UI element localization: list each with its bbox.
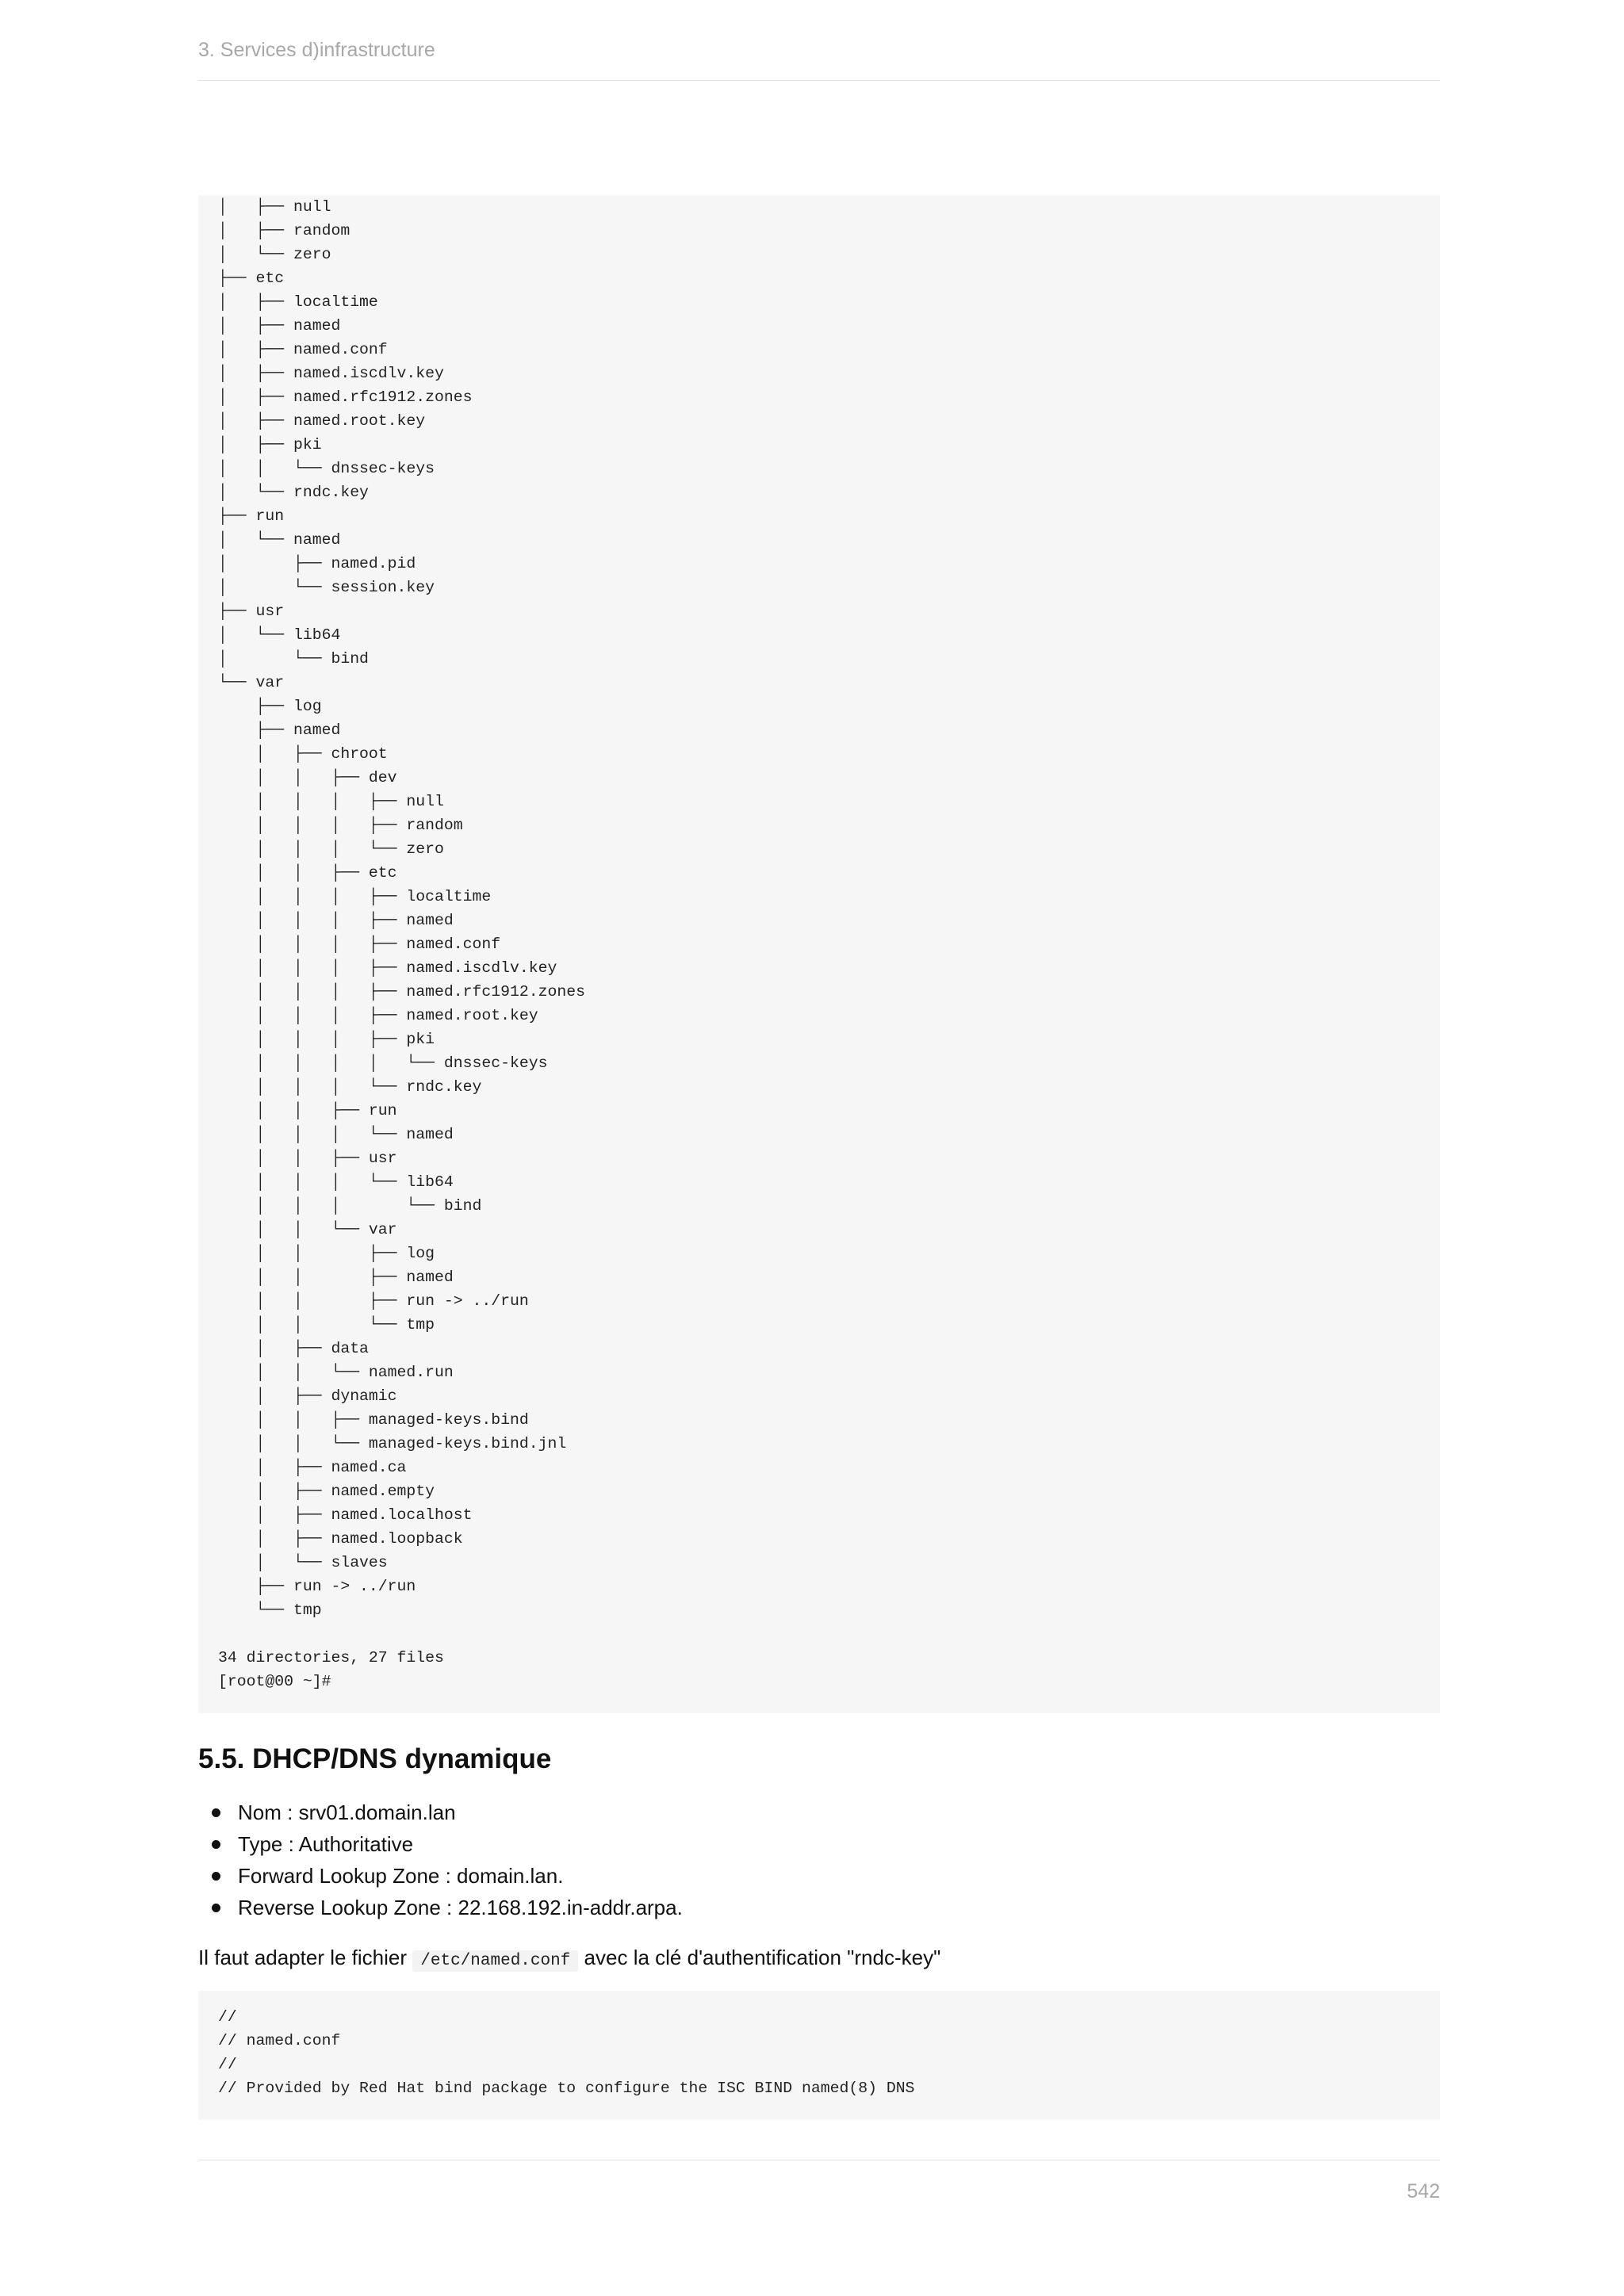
code-line: │ ├── named.loopback: [218, 1530, 463, 1548]
code-line: //: [218, 2008, 237, 2026]
code-line: │ ├── data: [218, 1340, 369, 1357]
named-conf-code-block: [198, 1991, 1440, 2120]
code-line: //: [218, 2056, 237, 2073]
code-line: │ ├── named.ca: [218, 1459, 407, 1476]
code-line: │ │ │ ├── named.iscdlv.key: [218, 959, 557, 977]
list-item: Forward Lookup Zone : domain.lan.: [198, 1860, 683, 1892]
code-line: // named.conf: [218, 2032, 341, 2049]
running-header: [198, 36, 1440, 81]
code-line: │ │ │ └── rndc.key: [218, 1078, 482, 1096]
list-item: Nom : srv01.domain.lan: [198, 1797, 683, 1828]
code-line: │ │ │ ├── named.root.key: [218, 1007, 538, 1024]
section-title: 5.5. DHCP/DNS dynamique: [198, 1743, 552, 1774]
code-line: │ │ │ └── named: [218, 1126, 454, 1143]
code-line: │ └── rndc.key: [218, 484, 369, 501]
code-line: ├── run -> ../run: [218, 1578, 416, 1595]
code-line: │ │ ├── run -> ../run: [218, 1292, 529, 1310]
para-text-after: avec la clé d'authentification "rndc-key": [584, 1946, 941, 1969]
zone-settings-list: [198, 1797, 683, 1923]
code-line: │ └── slaves: [218, 1554, 388, 1571]
code-line: │ │ │ └── lib64: [218, 1173, 454, 1191]
code-line: │ │ │ ├── named.conf: [218, 936, 501, 953]
code-line: │ ├── named.iscdlv.key: [218, 365, 444, 382]
code-line: │ ├── named.rfc1912.zones: [218, 388, 473, 406]
code-line: │ └── named: [218, 531, 341, 549]
code-line: │ │ │ ├── named: [218, 912, 454, 929]
code-line: ├── named: [218, 721, 341, 739]
bullet-dot-icon: [212, 1872, 220, 1881]
code-line: │ │ └── var: [218, 1221, 397, 1238]
running-header-title: 3. Services d)infrastructure: [198, 39, 435, 61]
code-line: │ ├── random: [218, 222, 350, 239]
code-line: ├── etc: [218, 270, 285, 287]
directory-tree-code-block: [198, 195, 1440, 1713]
code-line: // Provided by Red Hat bind package to configure the ISC BIND named(8) DNS: [218, 2080, 915, 2097]
code-line: │ │ │ ├── pki: [218, 1031, 435, 1048]
code-line: │ ├── named: [218, 317, 341, 335]
code-line: │ │ ├── named: [218, 1269, 454, 1286]
code-line: │ ├── named.empty: [218, 1483, 435, 1500]
code-line: │ ├── named.localhost: [218, 1506, 473, 1524]
conf-lines: [218, 2005, 1440, 2100]
code-line: ├── run: [218, 507, 285, 525]
code-line: │ │ ├── run: [218, 1102, 397, 1119]
code-line: ├── usr: [218, 603, 285, 620]
code-line: │ └── bind: [218, 650, 369, 668]
code-line: │ ├── null: [218, 198, 331, 216]
instruction-paragraph: [198, 1942, 940, 1977]
code-line: │ │ ├── managed-keys.bind: [218, 1411, 529, 1429]
tree-summary: 34 directories, 27 files: [218, 1649, 444, 1667]
code-line: │ │ ├── dev: [218, 769, 397, 786]
code-line: │ │ │ │ └── dnssec-keys: [218, 1054, 548, 1072]
code-line: └── tmp: [218, 1601, 322, 1619]
code-line: │ │ │ └── bind: [218, 1197, 482, 1215]
code-line: ├── log: [218, 698, 322, 715]
code-line: └── var: [218, 674, 285, 691]
code-line: │ ├── localtime: [218, 293, 378, 311]
tree-lines: [218, 195, 1440, 1622]
code-line: │ │ └── tmp: [218, 1316, 435, 1334]
code-blank-line: [218, 1622, 1440, 1646]
code-line: │ │ ├── log: [218, 1245, 435, 1262]
code-line: │ │ └── dnssec-keys: [218, 460, 435, 477]
code-line: │ │ └── managed-keys.bind.jnl: [218, 1435, 567, 1452]
code-line: │ ├── named.root.key: [218, 412, 426, 430]
code-line: │ │ │ ├── localtime: [218, 888, 492, 905]
code-line: │ │ │ └── zero: [218, 840, 444, 858]
para-text-before: Il faut adapter le fichier: [198, 1946, 408, 1969]
code-line: │ │ │ ├── random: [218, 817, 463, 834]
code-line: │ │ │ ├── named.rfc1912.zones: [218, 983, 585, 1001]
page-number: 542: [1407, 2180, 1440, 2202]
bullet-dot-icon: [212, 1840, 220, 1849]
code-line: │ └── session.key: [218, 579, 435, 596]
code-line: │ │ │ ├── null: [218, 793, 444, 810]
code-line: │ │ ├── etc: [218, 864, 397, 882]
list-item: Reverse Lookup Zone : 22.168.192.in-addr.arpa.: [198, 1892, 683, 1923]
code-line: │ ├── pki: [218, 436, 322, 453]
code-line: │ ├── named.conf: [218, 341, 388, 358]
code-line: │ │ ├── usr: [218, 1150, 397, 1167]
code-line: │ │ └── named.run: [218, 1364, 454, 1381]
code-line: │ └── zero: [218, 246, 331, 263]
code-line: │ ├── chroot: [218, 745, 388, 763]
code-line: │ ├── dynamic: [218, 1387, 397, 1405]
code-line: │ └── lib64: [218, 626, 341, 644]
bullet-dot-icon: [212, 1904, 220, 1912]
inline-code-path: /etc/named.conf: [412, 1950, 578, 1972]
shell-prompt: [root@00 ~]#: [218, 1673, 331, 1690]
bullet-dot-icon: [212, 1808, 220, 1817]
code-line: │ ├── named.pid: [218, 555, 416, 572]
list-item: Type : Authoritative: [198, 1828, 683, 1860]
